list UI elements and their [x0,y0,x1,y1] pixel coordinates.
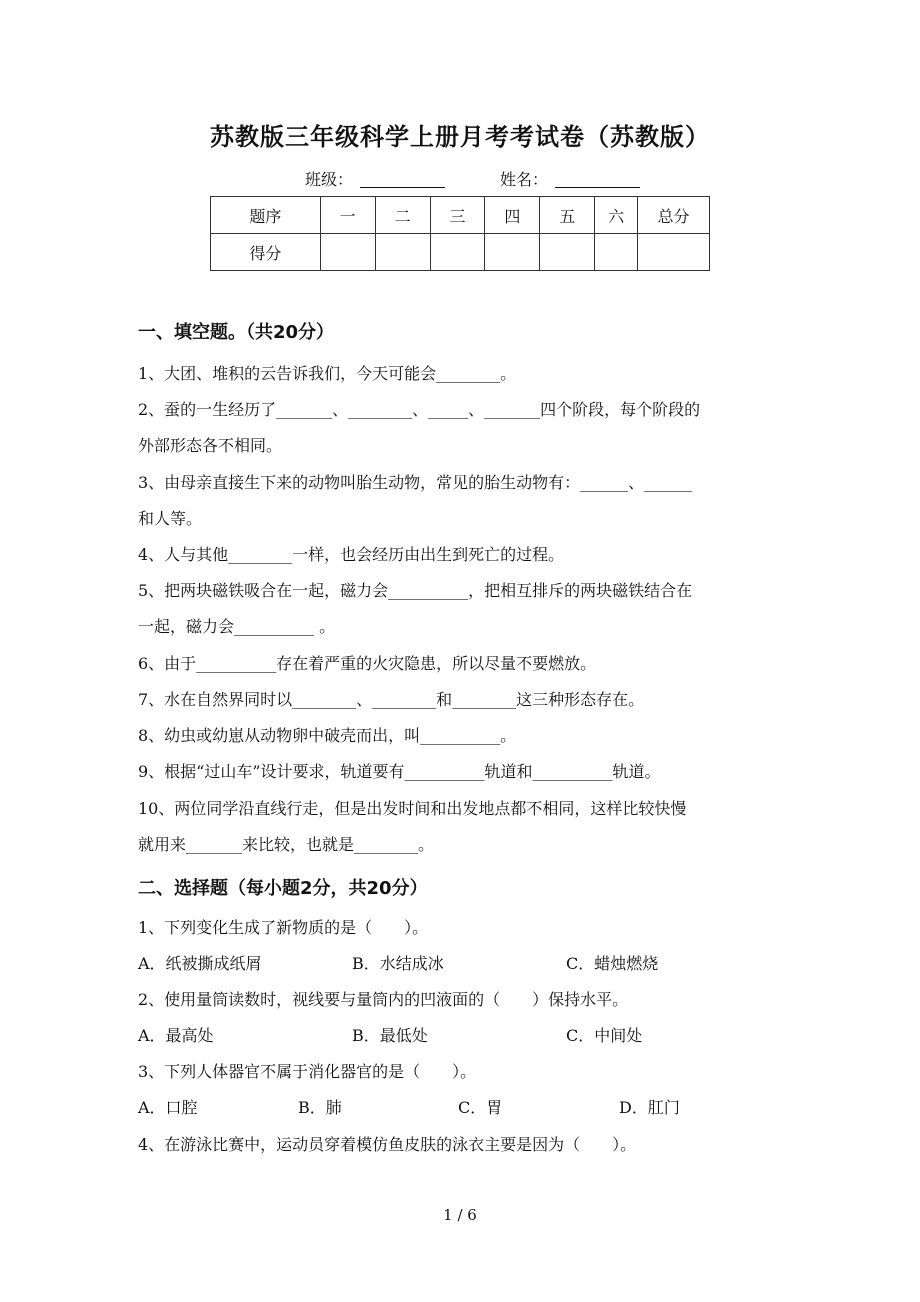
name-blank[interactable] [555,187,640,188]
header-cell: 六 [595,197,638,234]
question-line: 8、幼虫或幼崽从动物卵中破壳而出，叫__________。 [138,726,517,745]
question-line: 一起，磁力会__________ 。 [138,617,336,636]
option-b[interactable]: B．肺 [298,1098,342,1117]
score-cell[interactable] [320,234,375,271]
class-label: 班级： [305,170,354,189]
option-a[interactable]: A．口腔 [138,1098,198,1117]
score-cell[interactable] [595,234,638,271]
option-b[interactable]: B．最低处 [352,1026,428,1045]
score-cell[interactable] [375,234,430,271]
section1-heading: 一、填空题。（共20分） [138,322,335,343]
header-cell: 总分 [638,197,710,234]
question-line: 外部形态各不相同。 [138,436,283,455]
score-table-header-row [211,197,710,234]
question-line: 5、把两块磁铁吸合在一起，磁力会__________，把相互排斥的两块磁铁结合在 [138,581,693,600]
question-line: 2、蚕的一生经历了_______、________、_____、_______四个阶段，每个阶段的 [138,400,701,419]
question-line: 6、由于__________存在着严重的火灾隐患，所以尽量不要燃放。 [138,654,597,673]
option-d[interactable]: D．肛门 [619,1098,680,1117]
class-blank[interactable] [360,187,445,188]
section2-heading: 二、选择题（每小题2分，共20分） [138,878,428,899]
question-stem: 4、在游泳比赛中，运动员穿着模仿鱼皮肤的泳衣主要是因为（ ）。 [138,1135,637,1154]
question-line: 4、人与其他________一样，也会经历由出生到死亡的过程。 [138,545,565,564]
question-line: 7、水在自然界同时以________、________和________这三种形态存在。 [138,690,645,709]
score-cell[interactable] [485,234,540,271]
question-line: 3、由母亲直接生下来的动物叫胎生动物，常见的胎生动物有：______、______ [138,473,693,492]
question-stem: 1、下列变化生成了新物质的是（ ）。 [138,918,429,937]
option-a[interactable]: A．最高处 [138,1026,214,1045]
header-cell: 五 [540,197,595,234]
score-cell[interactable] [540,234,595,271]
option-c[interactable]: C．胃 [458,1098,503,1117]
question-line: 1、大团、堆积的云告诉我们，今天可能会________。 [138,364,517,383]
header-cell: 二 [375,197,430,234]
option-a[interactable]: A．纸被撕成纸屑 [138,954,262,973]
option-b[interactable]: B．水结成冰 [352,954,444,973]
option-c[interactable]: C．蜡烛燃烧 [566,954,659,973]
score-table-score-row [211,234,710,271]
question-line: 和人等。 [138,509,203,528]
score-table [210,196,710,271]
page-title: 苏教版三年级科学上册月考考试卷（苏教版） [210,123,710,151]
question-line: 就用来_______来比较，也就是________。 [138,835,435,854]
question-stem: 3、下列人体器官不属于消化器官的是（ ）。 [138,1062,477,1081]
question-stem: 2、使用量筒读数时，视线要与量筒内的凹液面的（ ）保持水平。 [138,990,629,1009]
row-label: 得分 [211,234,321,271]
header-cell: 四 [485,197,540,234]
score-cell[interactable] [638,234,710,271]
score-cell[interactable] [430,234,485,271]
option-c[interactable]: C．中间处 [566,1026,643,1045]
header-cell: 一 [320,197,375,234]
header-cell: 题序 [211,197,321,234]
name-label: 姓名： [500,170,549,189]
question-line: 10、两位同学沿直线行走，但是出发时间和出发地点都不相同，这样比较快慢 [138,799,687,818]
question-line: 9、根据“过山车”设计要求，轨道要有__________轨道和__________轨道。 [138,762,661,781]
page-number: 1 / 6 [443,1206,477,1224]
header-cell: 三 [430,197,485,234]
